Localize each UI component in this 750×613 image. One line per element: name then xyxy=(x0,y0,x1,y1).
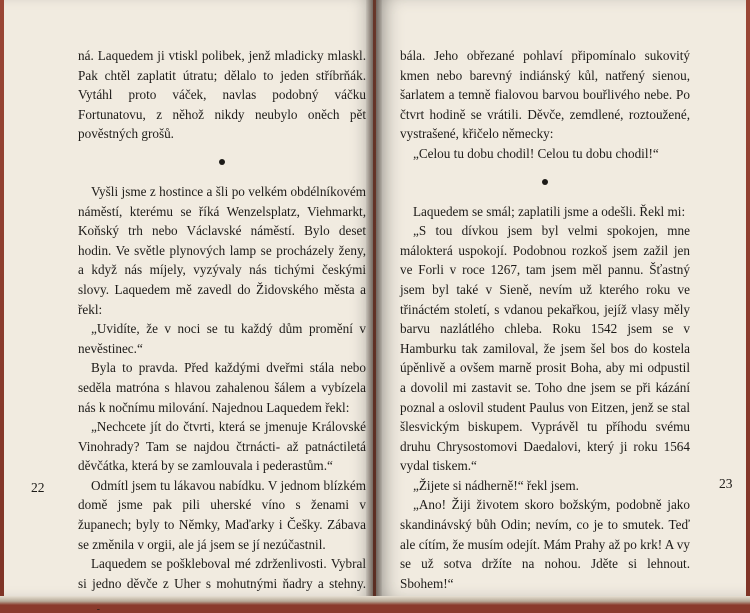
left-page xyxy=(4,0,373,596)
paragraph: „Nechcete jít do čtvrti, která se jmenuje Královské Vinohrady? Tam se najdou čtrnácti- až patnáctiletá děvčátka, která by se zamlouvala i pederastům.“ xyxy=(78,419,366,474)
paragraph: bála. Jeho obřezané pohlaví připomínalo sukovitý kmen nebo barevný indiánský kůl, natřený sienou, šarlatem a temně fialovou barvou bouřlivého nebe. Po čtvrt hodině se vrátili. Děvče, zemdlené, roztoužené, vystrašené, křičelo německy: xyxy=(400,48,690,142)
paragraph: ná. Laquedem ji vtiskl polibek, jenž mladicky mlaskl. Pak chtěl zaplatit útratu; dělalo to jeden stříbrňák. Vytáhl proto váček, navlas podobný váčku Fortunatovu, z něhož nikdy neubylo oněch pět pověstných grošů. xyxy=(78,48,366,142)
paragraph: Odmítl jsem tu lákavou nabídku. V jednom blízkém domě jsme pak pili uherské víno s ženami v županech; byly to Němky, Maďarky i Češky. Zábava se změnila v orgii, ale já jsem se jí nezúčastnil. xyxy=(78,477,366,552)
right-page-text xyxy=(400,46,690,593)
page-edges xyxy=(0,596,750,609)
paragraph: Laquedem se poškleboval mé zdrženlivosti. Vybral si jedno děvče z Uher s mohutnými ňadry a stehny. xyxy=(78,556,366,591)
paragraph: „Ano! Žiji životem skoro božským, podobně jako skandinávský bůh Odin; nevím, co je to smutek. Teď ale cítím, že musím odejít. Mám Prahy až po krk! A vy se už sotva držíte na nohou. Jděte si lehnout. Sbohem!“ xyxy=(400,497,690,591)
paragraph: Laquedem se smál; zaplatili jsme a odešli. Řekl mi: xyxy=(413,203,686,219)
left-page-text xyxy=(78,46,366,613)
page-number-left: 22 xyxy=(31,480,45,495)
right-page xyxy=(376,0,746,596)
paragraph: „Uvidíte, že v noci se tu každý dům promění v nevěstinec.“ xyxy=(78,321,366,356)
page-number-right: 23 xyxy=(719,476,733,491)
paragraph: „S tou dívkou jsem byl velmi spokojen, mne málokterá uspokojí. Podobnou rozkoš jsem zažil jen ve Forli v roce 1267, tam jsem měl pannu. Šťastný jsem byl také v Sieně, nevím už kterého roku ve třináctém století, s vdanou pekařkou, jejíž vlasy měly barvu nazlátlého chleba. Roku 1542 jsem se v Hamburku tak zamiloval, že jsem šel bos do kostela úpěnlivě a ovšem marně prosit Boha, aby mi odpustil a dovolil mi zastavit se. Toho dne jsem se při kázání poznal a oslovil student Paulus von Eitzen, jenž se stal šlesvickým biskupem. Vyprávěl tu příhodu svému druhu Chrysostomovi Daedalovi, který ji roku 1564 vydal tiskem.“ xyxy=(400,223,690,474)
paragraph: „Žijete si nádherně!“ řekl jsem. xyxy=(413,477,579,493)
paragraph: Vyšli jsme z hostince a šli po velkém obdélníkovém náměstí, kterému se říká Wenzelsplatz, Viehmarkt, Koňský trh nebo Václavské náměstí. Bylo deset hodin. Ve světle plynových lamp se procházely ženy, a když nás míjely, vyzývaly nás tichými českými slovy. Laquedem mě zavedl do Židovského města a řekl: xyxy=(78,183,366,317)
section-separator xyxy=(400,164,690,202)
bullet-ornament-icon xyxy=(542,179,548,185)
section-separator xyxy=(78,144,366,182)
bullet-ornament-icon xyxy=(219,159,225,165)
paragraph: Byla to pravda. Před každými dveřmi stála nebo seděla matróna s hlavou zahalenou šálem a vybízela nás k nočnímu milování. Najednou Laquedem řekl: xyxy=(78,360,366,415)
book-gutter xyxy=(366,0,382,596)
paragraph: „Celou tu dobu chodil! Celou tu dobu chodil!“ xyxy=(413,145,659,161)
